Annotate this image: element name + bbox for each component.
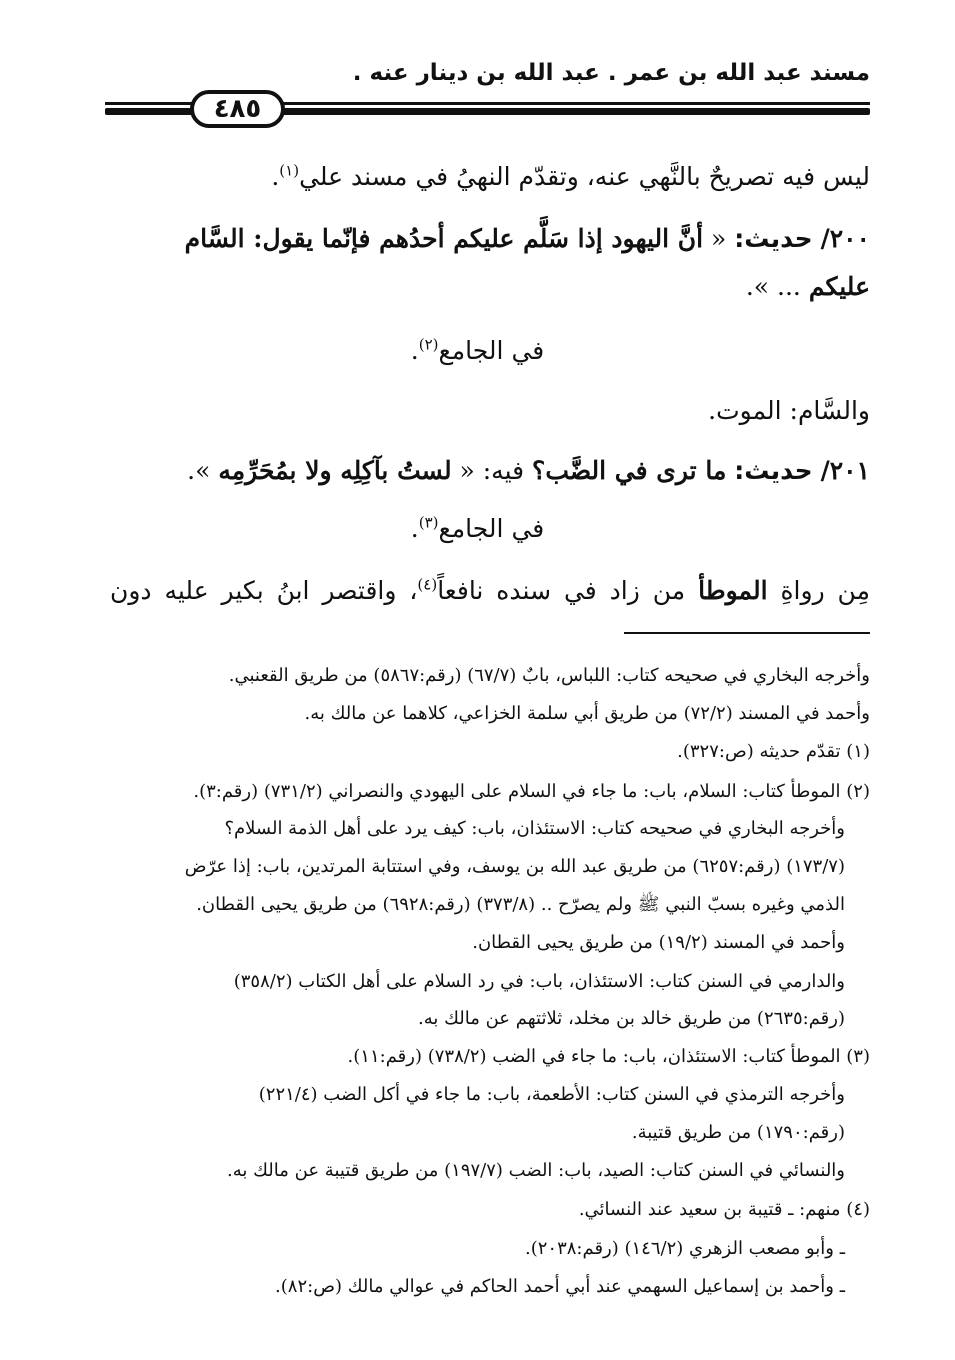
footnote-cont-b: وأحمد في المسند (٧٢/٢) من طريق أبي سلمة الخزاعي، كلاهما عن مالك به. (304, 703, 870, 724)
main-line-1-text: ليس فيه تصريحٌ بالنَّهي عنه، وتقدّم النهيُ في مسند علي (299, 162, 870, 191)
sam-definition: والسَّام: الموت. (708, 396, 870, 425)
footnote-3-line-1: (٣) الموطأ كتاب: الاستئذان، باب: ما جاء في الضب (٧٣٨/٢) (رقم:١١). (347, 1046, 870, 1067)
hadith-200-continuation-text: عليكم (808, 272, 870, 301)
footnote-2-line-3: (١٧٣/٧) (رقم:٦٢٥٧) من طريق عبد الله بن يوسف، وفي استتابة المرتدين، باب: إذا عرّض (184, 856, 845, 877)
hadith-201-mid: فيه: « (459, 456, 525, 485)
footnote-4-line-3: ـ وأحمد بن إسماعيل السهمي عند أبي أحمد الحاكم في عوالي مالك (ص:٨٢). (275, 1276, 845, 1297)
hadith-200-continuation (80, 268, 870, 306)
hadith-201-line (80, 452, 870, 490)
hadith-200-line (80, 220, 870, 258)
jami-reference-2 (0, 510, 955, 548)
footnote-2-line-4: الذمي وغيره بسبّ النبي ﷺ ولم يصرّح .. (٣٧٣/٨) (رقم:٦٩٢٨) من طريق يحيى القطان. (196, 894, 845, 915)
footnote-cont-a: وأخرجه البخاري في صحيحه كتاب: اللباس، بابٌ (٦٧/٧) (رقم:٥٨٦٧) من طريق القعنبي. (228, 665, 870, 686)
footnote-ref-2: (٢) (418, 335, 439, 354)
footnote-3-line-2: وأخرجه الترمذي في السنن كتاب: الأطعمة، باب: ما جاء في أكل الضب (٢٢١/٤) (258, 1084, 845, 1105)
main-last-line (110, 572, 870, 610)
running-header-title: مسند عبد الله بن عمر . عبد الله بن دينار عنه . (352, 60, 870, 86)
footnote-2-line-2: وأخرجه البخاري في صحيحه كتاب: الاستئذان، باب: كيف يرد على أهل الذمة السلام؟ (224, 818, 845, 839)
hadith-200-tail: ... ». (745, 272, 801, 301)
jami-1-text: في الجامع (438, 336, 545, 365)
footnote-3-line-3: (رقم:١٧٩٠) من طريق قتيبة. (631, 1122, 845, 1143)
hadith-201-close: ». (187, 456, 211, 485)
footnote-2-line-7: (رقم:٢٦٣٥) من طريق خالد بن مخلد، ثلاثتهم عن مالك به. (418, 1008, 845, 1029)
jami-1-end: . (410, 336, 419, 365)
hadith-200-open-quote: « (711, 224, 727, 253)
footnote-2-line-1: (٢) الموطأ كتاب: السلام، باب: ما جاء في السلام على اليهودي والنصراني (٧٣١/٢) (رقم:٣). (193, 781, 870, 802)
hadith-200-number: ٢٠٠/ (820, 224, 870, 253)
footnote-ref-4: (٤) (417, 575, 438, 594)
hadith-201-keyword: حديث: (734, 456, 813, 485)
hadith-200-text: أنَّ اليهود إذا سَلَّم عليكم أحدُهم فإنّما يقول: السَّام (184, 224, 704, 253)
hadith-201-question: ما ترى في الضَّب؟ (532, 456, 727, 485)
hadith-200-keyword: حديث: (734, 224, 813, 253)
page-number: ٤٨٥ (190, 90, 285, 128)
footnote-ref-3: (٣) (418, 513, 439, 532)
header-rule (105, 90, 870, 130)
last-line-muwatta: الموطأ (698, 576, 768, 605)
jami-reference-1 (0, 332, 955, 370)
footnote-4-line-2: ـ وأبو مصعب الزهري (١٤٦/٢) (رقم:٢٠٣٨). (524, 1238, 845, 1259)
footnote-2-line-5: وأحمد في المسند (١٩/٢) من طريق يحيى القطان. (472, 932, 845, 953)
hadith-201-number: ٢٠١/ (820, 456, 870, 485)
footnote-3-line-4: والنسائي في السنن كتاب: الصيد، باب: الضب (١٩٧/٧) من طريق قتيبة عن مالك به. (227, 1160, 845, 1181)
main-line-1 (80, 158, 870, 196)
footnote-separator (624, 632, 870, 634)
main-line-1-end: . (271, 162, 280, 191)
footnote-1: (١) تقدّم حديثه (ص:٣٢٧). (677, 741, 870, 762)
last-line-d: ، واقتصر ابنُ بكير عليه دون (110, 576, 418, 605)
last-line-a: مِن رواةِ (780, 576, 870, 605)
jami-2-end: . (410, 514, 419, 543)
last-line-c: من زاد في سنده نافعاً (437, 576, 686, 605)
footnote-2-line-6: والدارمي في السنن كتاب: الاستئذان، باب: في رد السلام على أهل الكتاب (٣٥٨/٢) (233, 971, 845, 992)
hadith-201-text: لستُ بآكِلِه ولا بمُحَرِّمِه (218, 456, 452, 485)
jami-2-text: في الجامع (438, 514, 545, 543)
footnote-ref-1: (١) (279, 161, 300, 180)
footnote-4-line-1: (٤) منهم: ـ قتيبة بن سعيد عند النسائي. (578, 1199, 870, 1220)
